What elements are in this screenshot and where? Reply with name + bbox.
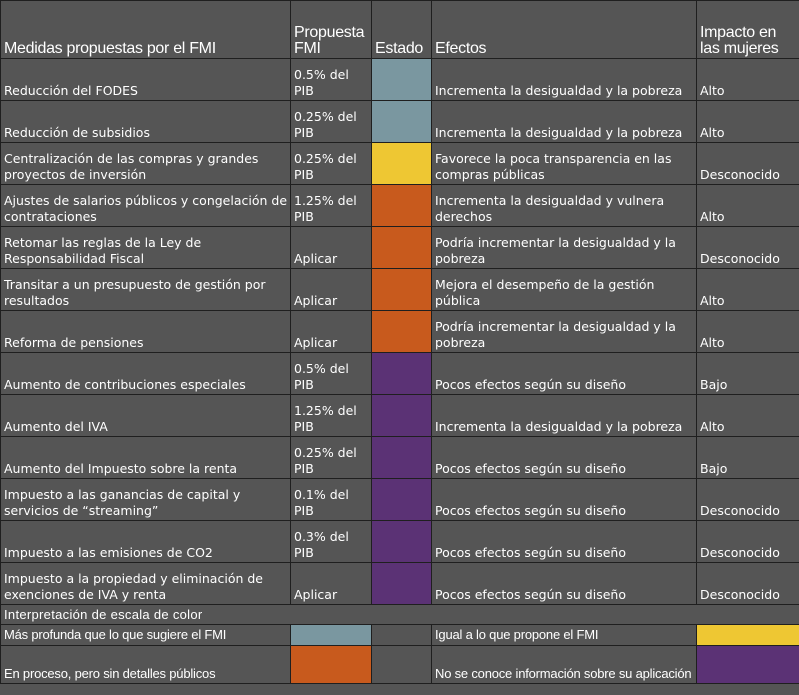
medida-cell: Reducción del FODES bbox=[1, 59, 291, 101]
header-efectos: Efectos bbox=[432, 1, 697, 59]
estado-cell bbox=[372, 227, 432, 269]
propuesta-cell: 0.5% del PIB bbox=[291, 59, 372, 101]
estado-cell bbox=[372, 353, 432, 395]
impacto-cell: Alto bbox=[697, 269, 799, 311]
propuesta-cell: 0.5% del PIB bbox=[291, 353, 372, 395]
medida-cell: Impuesto a las emisiones de CO2 bbox=[1, 521, 291, 563]
table-row bbox=[1, 185, 799, 227]
estado-cell bbox=[372, 101, 432, 143]
medida-cell: Ajustes de salarios públicos y congelación de contrataciones bbox=[1, 185, 291, 227]
table-row bbox=[1, 437, 799, 479]
estado-cell bbox=[372, 185, 432, 227]
legend-label: En proceso, pero sin detalles públicos bbox=[1, 646, 291, 684]
header-row bbox=[1, 1, 799, 59]
medida-cell: Reforma de pensiones bbox=[1, 311, 291, 353]
legend-label: Igual a lo que propone el FMI bbox=[432, 625, 697, 646]
legend-swatch-blue bbox=[291, 625, 372, 646]
table-row bbox=[1, 353, 799, 395]
table-row bbox=[1, 143, 799, 185]
efectos-cell: Pocos efectos según su diseño bbox=[432, 479, 697, 521]
impacto-cell: Bajo bbox=[697, 353, 799, 395]
estado-cell bbox=[372, 563, 432, 605]
legend-swatch-yellow bbox=[697, 625, 799, 646]
propuesta-cell: 1.25% del PIB bbox=[291, 185, 372, 227]
estado-cell bbox=[372, 395, 432, 437]
legend-row bbox=[1, 625, 799, 646]
header-medidas: Medidas propuestas por el FMI bbox=[1, 1, 291, 59]
table-body bbox=[1, 59, 799, 605]
medida-cell: Transitar a un presupuesto de gestión por resultados bbox=[1, 269, 291, 311]
propuesta-cell: 0.25% del PIB bbox=[291, 101, 372, 143]
header-impacto: Impacto en las mujeres bbox=[697, 1, 799, 59]
propuesta-cell: Aplicar bbox=[291, 563, 372, 605]
estado-cell bbox=[372, 143, 432, 185]
medida-cell: Centralización de las compras y grandes proyectos de inversión bbox=[1, 143, 291, 185]
legend-label: Más profunda que lo que sugiere el FMI bbox=[1, 625, 291, 646]
efectos-cell: Podría incrementar la desigualdad y la pobreza bbox=[432, 311, 697, 353]
impacto-cell: Desconocido bbox=[697, 227, 799, 269]
table-row bbox=[1, 269, 799, 311]
propuesta-cell: 0.1% del PIB bbox=[291, 479, 372, 521]
estado-cell bbox=[372, 59, 432, 101]
efectos-cell: Pocos efectos según su diseño bbox=[432, 353, 697, 395]
efectos-cell: Incrementa la desigualdad y la pobreza bbox=[432, 101, 697, 143]
legend-label: No se conoce información sobre su aplicación bbox=[432, 646, 697, 684]
legend-spacer bbox=[372, 646, 432, 684]
propuesta-cell: Aplicar bbox=[291, 269, 372, 311]
propuesta-cell: Aplicar bbox=[291, 311, 372, 353]
table-row bbox=[1, 479, 799, 521]
medida-cell: Aumento del IVA bbox=[1, 395, 291, 437]
medida-cell: Impuesto a las ganancias de capital y servicios de “streaming” bbox=[1, 479, 291, 521]
estado-cell bbox=[372, 479, 432, 521]
legend-title-row bbox=[1, 605, 799, 625]
impacto-cell: Bajo bbox=[697, 437, 799, 479]
efectos-cell: Pocos efectos según su diseño bbox=[432, 437, 697, 479]
efectos-cell: Incrementa la desigualdad y la pobreza bbox=[432, 59, 697, 101]
estado-cell bbox=[372, 437, 432, 479]
legend-row bbox=[1, 646, 799, 684]
header-propuesta: Propuesta FMI bbox=[291, 1, 372, 59]
legend-swatch-purple bbox=[697, 646, 799, 684]
header-estado: Estado bbox=[372, 1, 432, 59]
efectos-cell: Incrementa la desigualdad y vulnera derechos bbox=[432, 185, 697, 227]
impacto-cell: Alto bbox=[697, 185, 799, 227]
medida-cell: Impuesto a la propiedad y eliminación de exenciones de IVA y renta bbox=[1, 563, 291, 605]
impacto-cell: Desconocido bbox=[697, 521, 799, 563]
medida-cell: Aumento de contribuciones especiales bbox=[1, 353, 291, 395]
estado-cell bbox=[372, 311, 432, 353]
propuesta-cell: Aplicar bbox=[291, 227, 372, 269]
propuesta-cell: 0.25% del PIB bbox=[291, 437, 372, 479]
estado-cell bbox=[372, 269, 432, 311]
medida-cell: Aumento del Impuesto sobre la renta bbox=[1, 437, 291, 479]
estado-cell bbox=[372, 521, 432, 563]
medida-cell: Reducción de subsidios bbox=[1, 101, 291, 143]
legend-title: Interpretación de escala de color bbox=[1, 605, 799, 625]
table-row bbox=[1, 563, 799, 605]
propuesta-cell: 0.25% del PIB bbox=[291, 143, 372, 185]
table-row bbox=[1, 311, 799, 353]
propuesta-cell: 0.3% del PIB bbox=[291, 521, 372, 563]
legend-swatch-orange bbox=[291, 646, 372, 684]
impacto-cell: Alto bbox=[697, 101, 799, 143]
efectos-cell: Mejora el desempeño de la gestión pública bbox=[432, 269, 697, 311]
impacto-cell: Alto bbox=[697, 59, 799, 101]
efectos-cell: Podría incrementar la desigualdad y la pobreza bbox=[432, 227, 697, 269]
impacto-cell: Alto bbox=[697, 395, 799, 437]
table-row bbox=[1, 227, 799, 269]
table-row bbox=[1, 521, 799, 563]
impacto-cell: Alto bbox=[697, 311, 799, 353]
efectos-cell: Incrementa la desigualdad y la pobreza bbox=[432, 395, 697, 437]
legend-spacer bbox=[372, 625, 432, 646]
impacto-cell: Desconocido bbox=[697, 563, 799, 605]
table-row bbox=[1, 101, 799, 143]
efectos-cell: Pocos efectos según su diseño bbox=[432, 563, 697, 605]
efectos-cell: Pocos efectos según su diseño bbox=[432, 521, 697, 563]
table-row bbox=[1, 59, 799, 101]
table-row bbox=[1, 395, 799, 437]
impacto-cell: Desconocido bbox=[697, 479, 799, 521]
propuesta-cell: 1.25% del PIB bbox=[291, 395, 372, 437]
medida-cell: Retomar las reglas de la Ley de Responsabilidad Fiscal bbox=[1, 227, 291, 269]
impacto-cell: Desconocido bbox=[697, 143, 799, 185]
efectos-cell: Favorece la poca transparencia en las compras públicas bbox=[432, 143, 697, 185]
